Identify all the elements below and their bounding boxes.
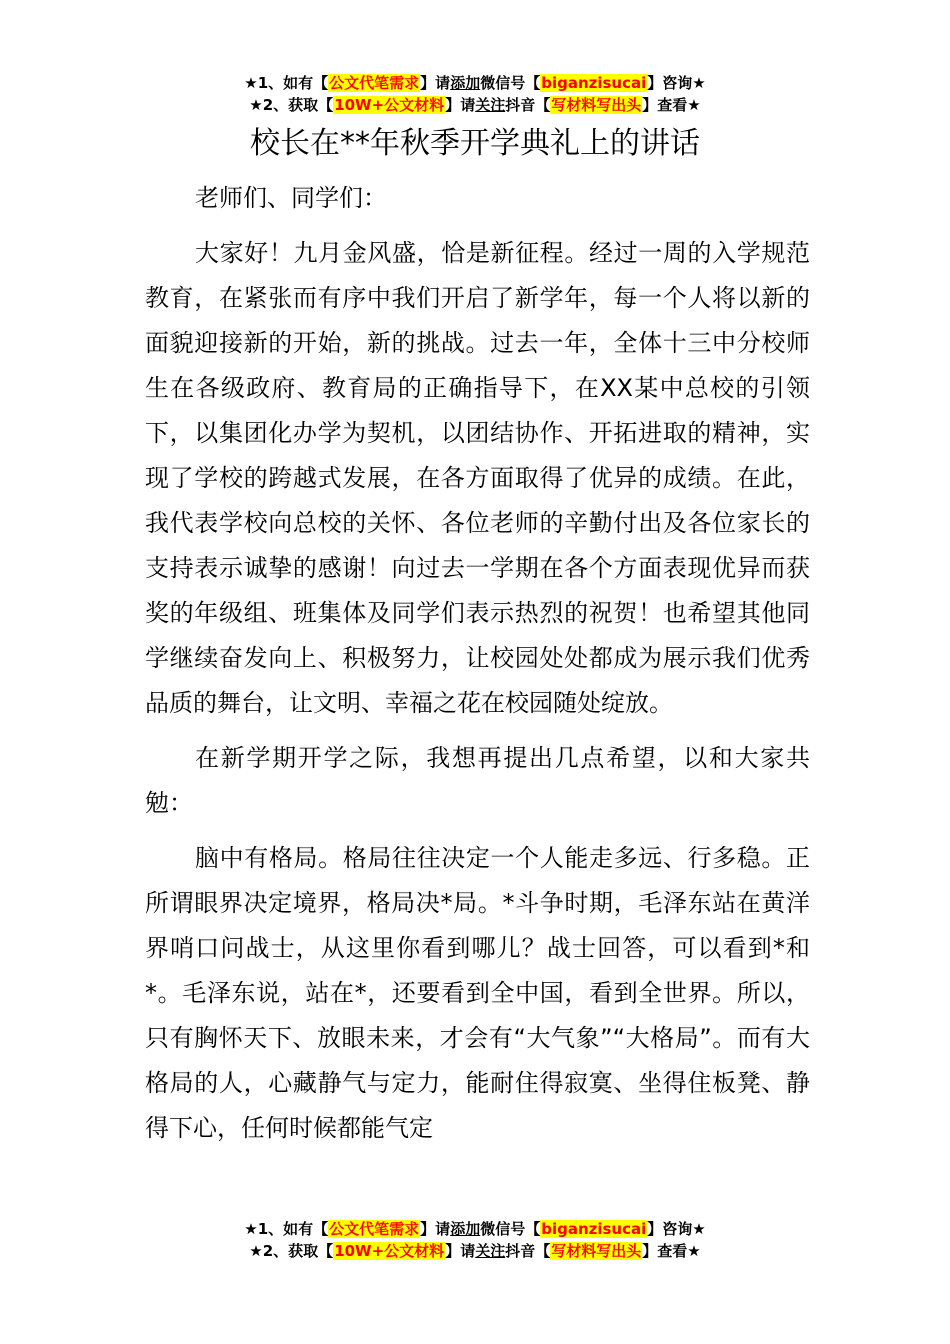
ad-text: ★1、如有【 — [244, 1220, 329, 1238]
ad-underlined: 关注 — [475, 1242, 506, 1260]
ad-text: 抖音【 — [505, 1242, 551, 1260]
ad-text: ★2、获取【 — [249, 1242, 334, 1260]
ad-highlight: 公文代笔需求 — [329, 1220, 420, 1238]
ad-underlined: 添加 — [450, 1220, 481, 1238]
paragraph: 在新学期开学之际，我想再提出几点希望，以和大家共勉： — [145, 744, 810, 817]
ad-text: 】咨询★ — [647, 1220, 706, 1238]
ad-highlight: biganzisucai — [541, 1220, 647, 1238]
ad-highlight: 写材料写出头 — [551, 1242, 642, 1260]
ad-text: 】咨询★ — [647, 74, 706, 92]
ad-highlight: biganzisucai — [541, 74, 647, 92]
paragraph: 脑中有格局。格局往往决定一个人能走多远、行多稳。正所谓眼界决定境界，格局决*局。*斗争时期，毛泽东站在黄洋界哨口问战士，从这里你看到哪儿？战士回答，可以看到*和*。毛泽东说，站在*，还要看到全中国，看到全世界。所以，只有胸怀天下、放眼未来，才会有“大气象”“大格局”。而有大格局的人，心藏静气与定力，能耐住得寂寞、坐得住板凳、静得下心，任何时候都能气定 — [145, 844, 810, 1142]
ad-underlined: 关注 — [475, 96, 506, 114]
header-ad-line-2 — [0, 94, 950, 116]
ad-text: 】请 — [420, 1220, 451, 1238]
salutation: 老师们、同学们： — [195, 184, 387, 212]
ad-text: 】请 — [445, 1242, 476, 1260]
document-title: 校长在**年秋季开学典礼上的讲话 — [250, 126, 700, 161]
document-body — [145, 176, 810, 1161]
paragraph: 大家好！九月金风盛，恰是新征程。经过一周的入学规范教育，在紧张而有序中我们开启了新学年，每一个人将以新的面貌迎接新的开始，新的挑战。过去一年，全体十三中分校师生在各级政府、教育局的正确指导下，在XX某中总校的引领下，以集团化办学为契机，以团结协作、开拓进取的精神，实现了学校的跨越式发展，在各方面取得了优异的成绩。在此，我代表学校向总校的关怀、各位老师的辛勤付出及各位家长的支持表示诚挚的感谢！向过去一学期在各个方面表现优异而获奖的年级组、班集体及同学们表示热烈的祝贺！也希望其他同学继续奋发向上、积极努力，让校园处处都成为展示我们优秀品质的舞台，让文明、幸福之花在校园随处绽放。 — [145, 239, 810, 717]
ad-highlight: 写材料写出头 — [551, 96, 642, 114]
ad-text: 抖音【 — [505, 96, 551, 114]
footer-ad-line-1 — [0, 1218, 950, 1240]
ad-highlight: 10W+公文材料 — [334, 96, 445, 114]
ad-highlight: 10W+公文材料 — [334, 1242, 445, 1260]
ad-text: 微信号【 — [480, 74, 541, 92]
ad-text: 】查看★ — [642, 1242, 701, 1260]
header-ad-line-1 — [0, 72, 950, 94]
ad-text: ★1、如有【 — [244, 74, 329, 92]
ad-text: 】查看★ — [642, 96, 701, 114]
ad-text: 】请 — [445, 96, 476, 114]
ad-text: 微信号【 — [480, 1220, 541, 1238]
ad-highlight: 公文代笔需求 — [329, 74, 420, 92]
ad-underlined: 添加 — [450, 74, 481, 92]
ad-text: 】请 — [420, 74, 451, 92]
footer-ad-line-2 — [0, 1240, 950, 1262]
ad-text: ★2、获取【 — [249, 96, 334, 114]
